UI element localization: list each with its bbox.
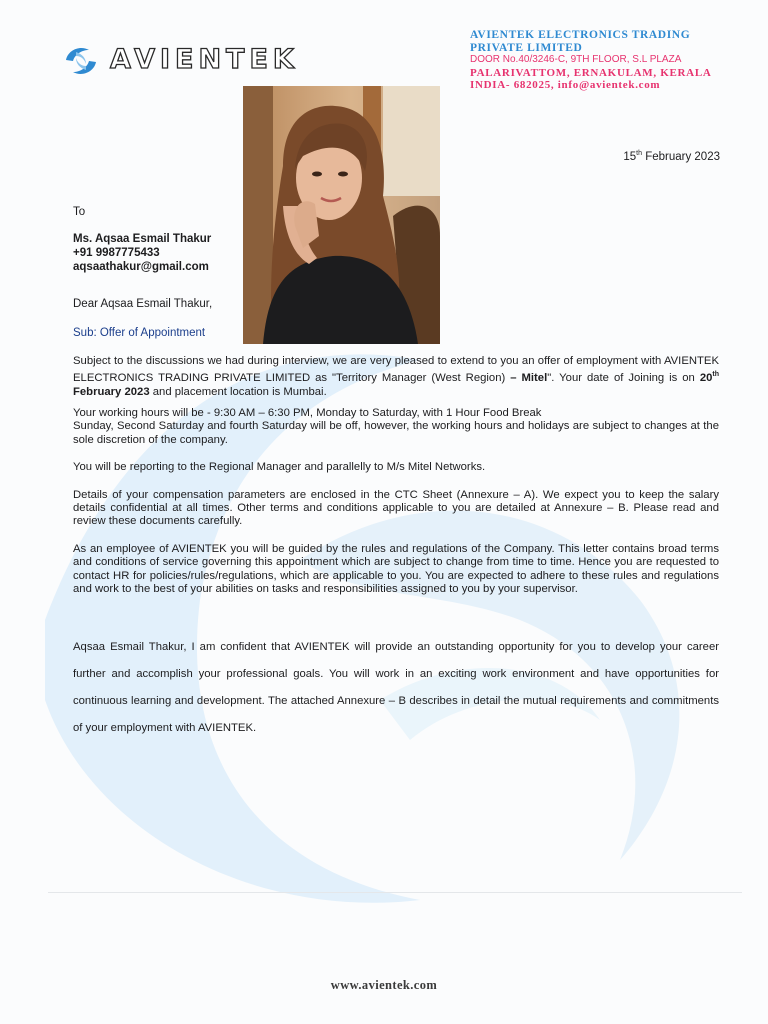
salutation: Dear Aqsaa Esmail Thakur, xyxy=(73,298,213,310)
date-day: 15 xyxy=(623,150,637,163)
recipient-block xyxy=(73,232,211,274)
to-label: To xyxy=(73,206,86,218)
candidate-photo xyxy=(243,86,440,344)
date-suffix: th xyxy=(636,150,642,157)
letter-date xyxy=(623,150,720,163)
paragraph-closing: Aqsaa Esmail Thakur, I am confident that AVIENTEK will provide an outstanding opportunity for you to develop your career further and accomplish your professional goals. You will work in an exciting work environment and have opportunities for continuous learning and development. The attached Annexure – B describes in detail the mutual requirements and commitments of your employment with AVIENTEK. xyxy=(73,641,719,734)
paragraph-hours-line1: Your working hours will be - 9:30 AM – 6:30 PM, Monday to Saturday, with 1 Hour Food Break xyxy=(73,406,542,419)
paragraph-offer: Subject to the discussions we had during interview, we are very pleased to extend to you an offer of employment with AVIENTEK ELECTRONICS TRADING PRIVATE LIMITED as "Territory Manager (West Region) – Mitel". Your date of Joining is on 20th February 2023 and placement location is Mumbai. xyxy=(73,355,719,398)
recipient-phone: +91 9987775433 xyxy=(73,247,160,259)
company-name-line2: PRIVATE LIMITED xyxy=(470,41,583,54)
paragraph-compensation: Details of your compensation parameters are enclosed in the CTC Sheet (Annexure – A). We expect you to keep the salary details confidential at all times. Other terms and conditions applicable to you are detailed at Annexure – B. Please read and review these documents carefully. xyxy=(73,488,719,528)
address-line3: INDIA- 682025, info@avientek.com xyxy=(470,79,661,91)
subject-line: Sub: Offer of Appointment xyxy=(73,327,206,339)
paragraph-reporting: You will be reporting to the Regional Manager and parallelly to M/s Mitel Networks. xyxy=(73,461,486,474)
company-name-line1: AVIENTEK ELECTRONICS TRADING xyxy=(470,29,691,41)
paragraph-hours-line2: Sunday, Second Saturday and fourth Saturday will be off, however, the working hours and holidays are subject to changes at the sole discretion of the company. xyxy=(73,420,719,446)
company-address-block xyxy=(470,29,740,92)
date-rest: February 2023 xyxy=(642,150,720,163)
footer-divider xyxy=(48,892,742,893)
recipient-email: aqsaathakur@gmail.com xyxy=(73,261,209,273)
footer-website: www.avientek.com xyxy=(330,978,438,992)
letter-body xyxy=(73,355,719,604)
avientek-swirl-icon xyxy=(62,44,100,78)
company-logo xyxy=(62,42,299,82)
address-line1: DOOR No.40/3246-C, 9TH FLOOR, S.L PLAZA xyxy=(470,54,682,65)
recipient-name: Ms. Aqsaa Esmail Thakur xyxy=(73,233,212,245)
logo-wordmark: AVIENTEK xyxy=(110,44,299,75)
address-line2: PALARIVATTOM, ERNAKULAM, KERALA xyxy=(470,66,712,79)
paragraph-rules: As an employee of AVIENTEK you will be guided by the rules and regulations of the Company. This letter contains broad terms and conditions of service governing this appointment which are subject to change from time to time. Hence you are requested to contact HR for policies/rules/regulations, which are applicable to you. You are expected to adhere to these rules and regulations and work to the best of your abilities on tasks and responsibilities assigned to you by your supervisor. xyxy=(73,542,719,596)
